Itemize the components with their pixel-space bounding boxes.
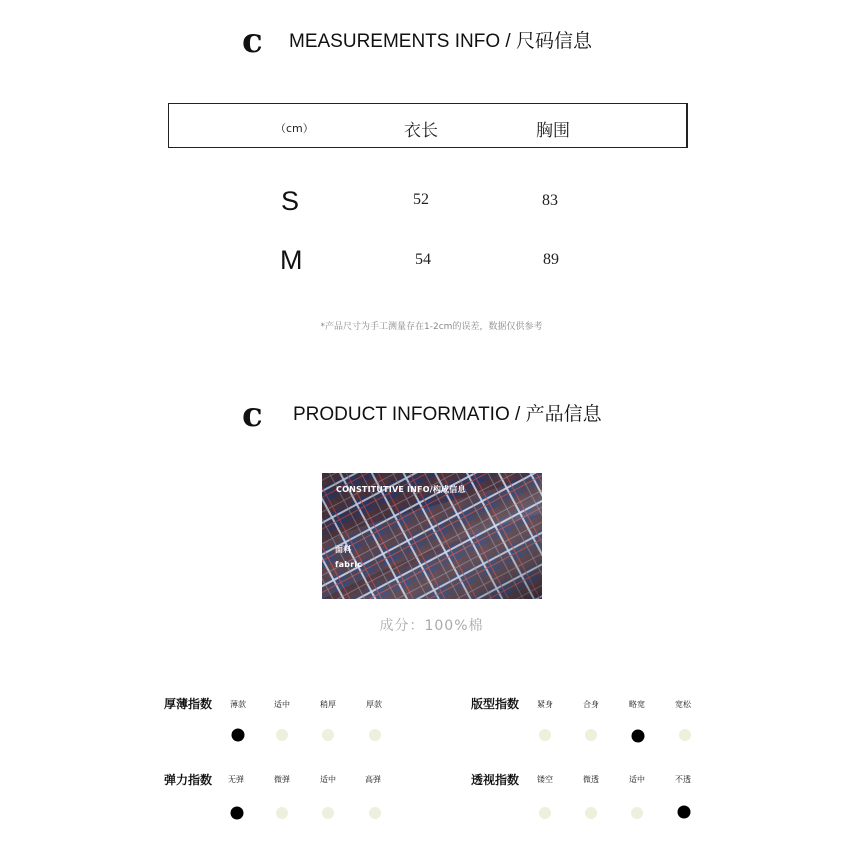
size-s-chest: 83 <box>542 192 558 209</box>
column-header-chest: 胸围 <box>536 121 570 141</box>
fabric-label-en: fabric <box>335 560 363 569</box>
dot-icon <box>276 729 288 741</box>
option-label: 紧身 <box>537 700 553 709</box>
brand-logo-icon: c <box>242 21 263 61</box>
option-label: 合身 <box>583 700 599 709</box>
dot-icon <box>276 807 288 819</box>
dot-icon <box>585 807 597 819</box>
size-s-length: 52 <box>413 191 429 208</box>
option-label: 微弹 <box>274 775 290 784</box>
option-label: 略宽 <box>629 700 645 709</box>
brand-logo-icon: c <box>242 395 263 435</box>
option-label: 微透 <box>583 775 599 784</box>
dot-icon <box>322 729 334 741</box>
option-label: 薄款 <box>230 700 246 709</box>
size-label-m: M <box>280 245 303 275</box>
option-label: 厚款 <box>366 700 382 709</box>
size-m-chest: 89 <box>543 251 559 268</box>
dot-icon <box>369 807 381 819</box>
attribute-label: 弹力指数 <box>164 773 213 787</box>
selected-dot-icon <box>231 807 244 820</box>
attribute-label: 版型指数 <box>471 697 520 711</box>
dot-icon <box>679 729 691 741</box>
dot-icon <box>585 729 597 741</box>
selected-dot-icon <box>232 729 245 742</box>
selected-dot-icon <box>678 806 691 819</box>
measurements-title: MEASUREMENTS INFO / 尺码信息 <box>289 31 592 52</box>
option-label: 适中 <box>274 700 290 709</box>
option-label: 高弹 <box>365 775 381 784</box>
dot-icon <box>322 807 334 819</box>
dot-icon <box>631 807 643 819</box>
option-label: 镂空 <box>537 775 553 784</box>
dot-icon <box>539 729 551 741</box>
option-label: 稍厚 <box>320 700 336 709</box>
product-title: PRODUCT INFORMATIO / 产品信息 <box>293 404 602 425</box>
attribute-label: 透视指数 <box>471 773 520 787</box>
attribute-label: 厚薄指数 <box>164 697 213 711</box>
fabric-card-heading: CONSTITUTIVE INFO/构成信息 <box>336 485 466 494</box>
dot-icon <box>539 807 551 819</box>
column-header-length: 衣长 <box>404 121 438 141</box>
option-label: 适中 <box>629 775 645 784</box>
option-label: 不透 <box>675 775 691 784</box>
fabric-photo-card <box>322 473 542 599</box>
dot-icon <box>369 729 381 741</box>
option-label: 无弹 <box>228 775 244 784</box>
size-label-s: S <box>281 186 300 216</box>
option-label: 宽松 <box>675 700 691 709</box>
fabric-composition: 成分：100%棉 <box>379 618 484 634</box>
fabric-label-cn: 面料 <box>335 545 352 554</box>
size-m-length: 54 <box>415 251 431 268</box>
size-table-header <box>168 103 688 148</box>
option-label: 适中 <box>320 775 336 784</box>
unit-label: （cm） <box>275 122 314 135</box>
measurement-note: *产品尺寸为手工测量存在1-2cm的误差，数据仅供参考 <box>320 322 543 332</box>
selected-dot-icon <box>632 730 645 743</box>
